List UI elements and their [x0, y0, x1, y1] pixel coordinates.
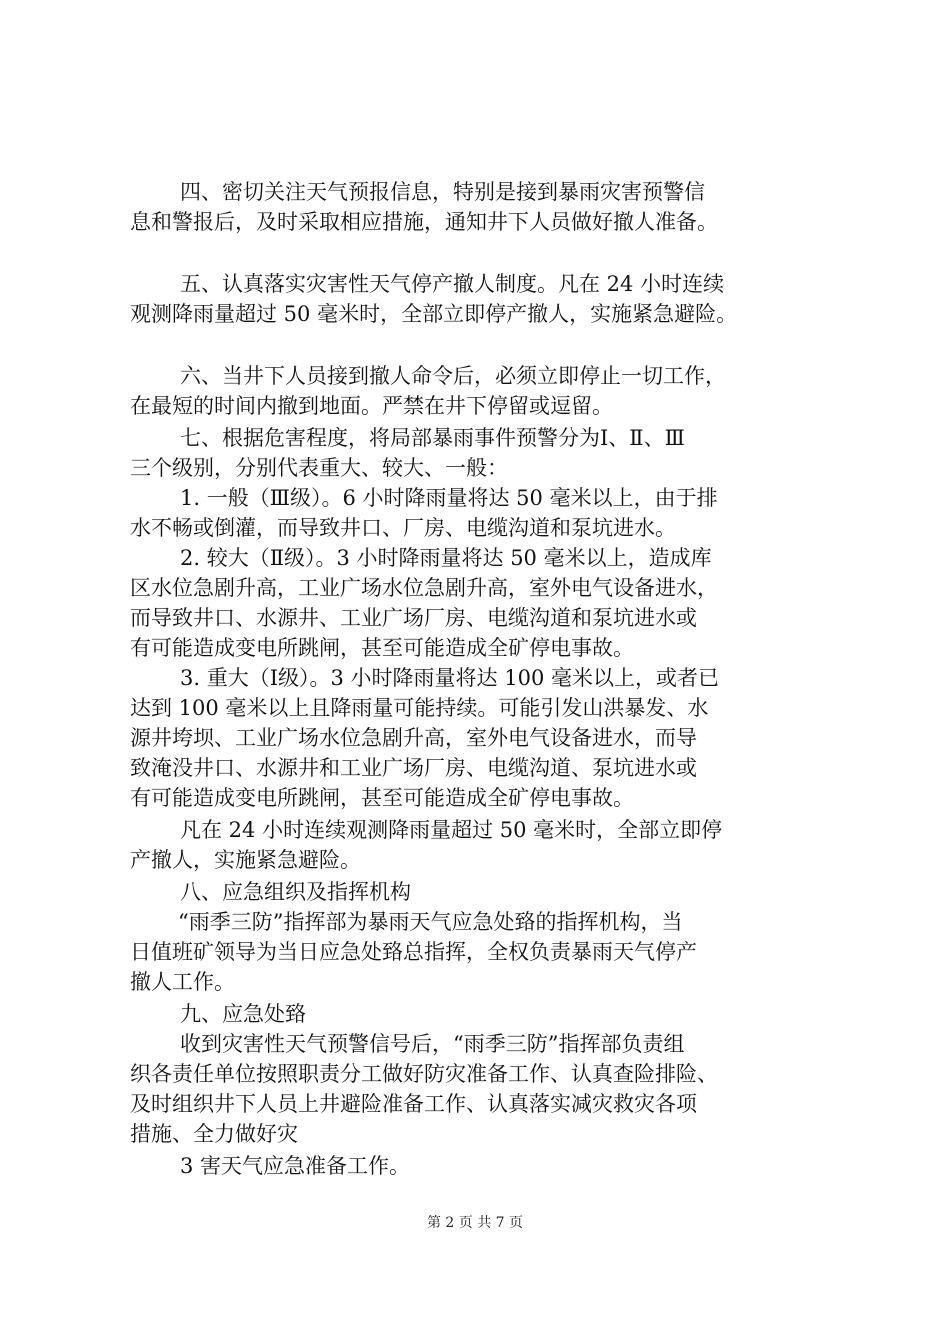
text-line: 八、应急组织及指挥机构 [180, 880, 411, 904]
text-line: 3. 重大（Ⅰ级）。3 小时降雨量将达 100 毫米以上，或者已 [180, 666, 719, 690]
text-line: 区水位急剧升高，工业广场水位急剧升高，室外电气设备进水， [130, 576, 718, 600]
text-line: 有可能造成变电所跳闸，甚至可能造成全矿停电事故。 [130, 786, 634, 810]
text-line: 产撤人，实施紧急避险。 [130, 848, 361, 872]
text-line: 九、应急处臵 [180, 1002, 306, 1026]
text-line: 息和警报后，及时采取相应措施，通知井下人员做好撤人准备。 [130, 210, 718, 234]
text-line: 收到灾害性天气预警信号后，“雨季三防”指挥部负责组 [180, 1032, 685, 1056]
text-line: 而导致井口、水源井、工业广场厂房、电缆沟道和泵坑进水或 [130, 606, 697, 630]
text-line: 1. 一般（Ⅲ级）。6 小时降雨量将达 50 毫米以上，由于排 [180, 486, 718, 510]
text-line: 2. 较大（Ⅱ级）。3 小时降雨量将达 50 毫米以上，造成库 [180, 546, 712, 570]
text-line: 五、认真落实灾害性天气停产撤人制度。凡在 24 小时连续 [180, 272, 725, 296]
text-line: 措施、全力做好灾 [130, 1122, 298, 1146]
text-line: 凡在 24 小时连续观测降雨量超过 50 毫米时，全部立即停 [180, 818, 723, 842]
page-number: 第 2 页 共 7 页 [426, 1215, 524, 1231]
text-line: 七、根据危害程度，将局部暴雨事件预警分为Ⅰ、Ⅱ、Ⅲ [180, 426, 685, 450]
text-line: 3 害天气应急准备工作。 [180, 1154, 411, 1178]
text-line: “雨季三防”指挥部为暴雨天气应急处臵的指挥机构，当 [178, 910, 683, 934]
text-line: 在最短的时间内撤到地面。严禁在井下停留或逗留。 [130, 394, 613, 418]
text-line: 源井垮坝、工业广场水位急剧升高，室外电气设备进水，而导 [130, 726, 697, 750]
text-line: 撤人工作。 [130, 970, 235, 994]
text-line: 织各责任单位按照职责分工做好防灾准备工作、认真查险排险、 [130, 1062, 718, 1086]
text-line: 日值班矿领导为当日应急处臵总指挥，全权负责暴雨天气停产 [130, 940, 697, 964]
text-line: 有可能造成变电所跳闸，甚至可能造成全矿停电事故。 [130, 636, 634, 660]
text-line: 达到 100 毫米以上且降雨量可能持续。可能引发山洪暴发、水 [130, 696, 709, 720]
text-line: 及时组织井下人员上井避险准备工作、认真落实减灾救灾各项 [130, 1092, 697, 1116]
text-line: 水不畅或倒灌，而导致井口、厂房、电缆沟道和泵坑进水。 [130, 516, 676, 540]
text-line: 观测降雨量超过 50 毫米时，全部立即停产撤人，实施紧急避险。 [130, 302, 738, 326]
text-line: 致淹没井口、水源井和工业广场厂房、电缆沟道、泵坑进水或 [130, 756, 697, 780]
text-line: 三个级别，分别代表重大、较大、一般： [130, 456, 508, 480]
text-line: 四、密切关注天气预报信息，特别是接到暴雨灾害预警信 [180, 180, 705, 204]
text-line: 六、当井下人员接到撤人命令后，必须立即停止一切工作， [180, 364, 726, 388]
